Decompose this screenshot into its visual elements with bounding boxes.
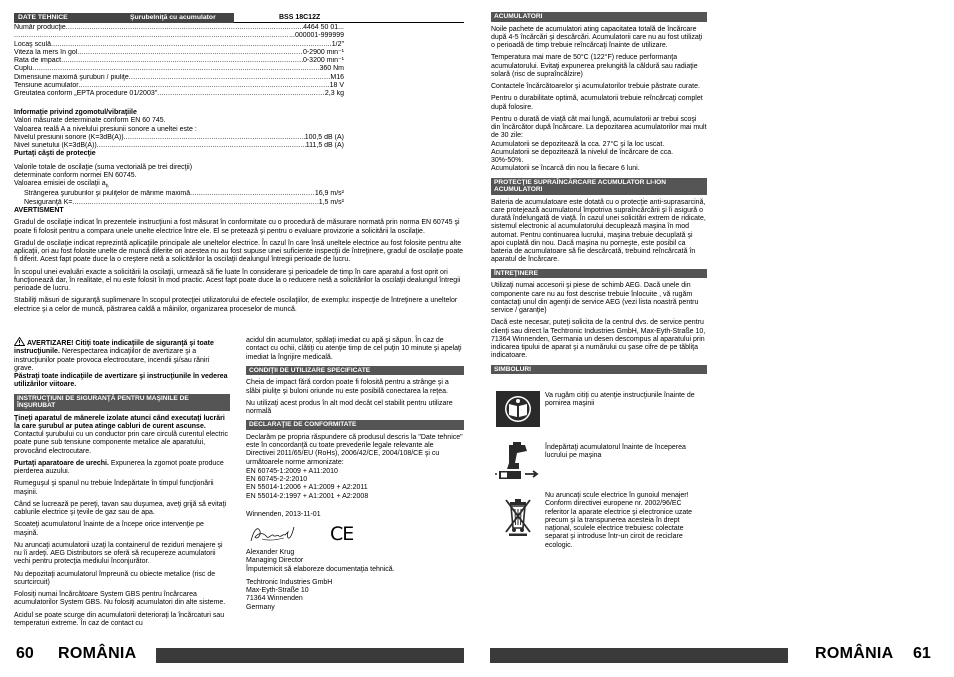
usage-para: Cheia de impact fără cordon poate fi folosită pentru a strânge şi a slăbi piuliţe şi buloni oriunde nu este posibilă conectarea la reţea. [246, 379, 449, 395]
warning-para: Stabiliţi măsuri de siguranţă suplimenare în scopul protecţiei utilizatorului de efectele oscilaţiilor, de exemplu: inspecţie de întreţinere a uneltelor electrice şi a celor de muncă, păstrarea caldă a mâinilor, organizarea proceselor de muncă. [14, 297, 458, 313]
noise-title: Informaţie privind zgomotul/vibraţiile [14, 109, 137, 116]
page-number: 60 [16, 645, 34, 662]
battery-para: Pentru o durabilitate optimă, acumulatorii trebuie reîncărcaţi complet după folosire. [491, 95, 703, 111]
vib-row: Strângerea şuruburilor şi piuliţelor de mărime maximă ..... 16,9 m/s² [14, 190, 344, 198]
safety-para: Folosiţi numai încărcătoare System GBS pentru încărcarea acumulatorilor System GBS. Nu folosiţi acumulatori din alte sisteme. [14, 591, 226, 607]
warning-title: AVERTISMENT [14, 207, 64, 214]
footer-bar [490, 648, 788, 663]
screwdriver-safety-header: INSTRUCŢIUNI DE SIGURANŢĂ PENTRU MAŞINILE DE ÎNŞURUBAT [14, 394, 230, 411]
tech-data-row: Tensiune acumulator ..... 18 V [14, 82, 344, 90]
right-page [477, 0, 954, 677]
tech-data-row: Cuplu ..... 360 Nm [14, 65, 344, 73]
right-column [491, 12, 707, 556]
signature-row [246, 521, 464, 549]
tech-data-model: BSS 18C12Z [279, 14, 321, 21]
signer-position: Managing Director [246, 557, 304, 565]
conformity-column [246, 337, 464, 612]
tech-data-table [14, 24, 344, 98]
general-warning: AVERTIZARE! Citiţi toate indicaţiile de siguranţă şi toate instrucţiunile. Nerespectarea indicaţiilor de avertizare şi a instrucţiunilor poate provoca electrocutare, incendii şi/sau răniri grave. Păstraţi toate indicaţiile de avertizare şi instrucţiunile în vederea utilizărilor viitoare. [14, 337, 230, 390]
norm-item: EN 60745-2-2:2010 [246, 476, 308, 484]
warning-para: Gradul de oscilaţie indicat în prezentele instrucţiuni a fost măsurat în conformitate cu o procedură de măsurare normată prin norma EN 60745 şi poate fi folosit pentru a compara unele unelte electrice între ele. El se pretează şi pentru o evaluare provizorie a solicitării la oscilaţie. [14, 219, 460, 235]
warning-para: Gradul de oscilaţie indicat reprezintă aplicaţiile principale ale uneltelor electrice. În cazul în care însă uneltele electrice au fost folosite pentru alte aplicaţii, ori au fost folosite unelte de muncă diferite ori acestea nu au fost supuse unei suficiente inspecţii de întreţinere, gradul de oscilaţie poate fi diferit. Acest fapt poate duce la o creştere netă a solicitărilor la oscilaţii dealungul întregii perioade de lucru. [14, 239, 464, 264]
vib-line: determinate conform normei EN 60745. [14, 171, 137, 179]
safety-para: Când se lucrează pe pereţi, tavan sau duşumea, aveţi grijă să evitaţi cablurile electrice şi ţevile de gaz sau de apa. [14, 500, 227, 517]
company-line: 71364 Winnenden [246, 595, 303, 603]
tech-data-row: ..... ...000001-999999 [14, 32, 344, 40]
symbol-text: Va rugăm citiţi cu atenţie instrucţiunile înainte de pornirea maşinii [545, 392, 695, 408]
safety-column [14, 337, 230, 632]
overload-protection-header: PROTECŢIE SUPRAÎNCĂRCARE ACUMULATOR LI-ION ACUMULATORI [491, 178, 707, 195]
warning-section [14, 207, 464, 318]
tech-data-row: Locaş sculă ..... 1/2" [14, 41, 344, 49]
maintenance-header: ÎNTREŢINERE [491, 269, 707, 279]
safety-para: Acidul se poate scurge din acumulatorii deterioraţi la încărcaturi sau temperaturi extreme. În caz de contact cu [14, 611, 225, 627]
tech-header-rule [234, 22, 464, 23]
country-label: ROMÂNIA [58, 645, 137, 662]
noise-line: Valori măsurate determinate conform EN 60 745. [14, 117, 166, 125]
battery-para: Temperatura mai mare de 50°C (122°F) reduce performanţa acumulatorului. Evitaţi expunerea prelungită la căldură sau radiaţie solară (risc de supraîncălzire) [491, 54, 698, 78]
usage-para: Nu utilizaţi acest produs în alt mod decât cel stabilit pentru utilizare normală [246, 399, 453, 416]
tech-doc-authority: Împuternicit să elaboreze documentaţia tehnică. [246, 565, 395, 573]
ce-mark: CE [330, 523, 354, 546]
overload-text: Bateria de acumulatoare este dotată cu o protecţie anti-suprasarcină, care protejează acumulatorul împotriva supraîncărcării şi îi asigură o durată îndelungată de viaţă. În cazul unei solicitări extrem de ridicate, sistemul electronic al acumulatorului decuplează maşina în mod automat. Pentru continuarea lucrului, maşina trebuie decuplată şi apoi cuplată din nou. Dacă maşina nu porneşte, este posibil ca bateria de acumulatoare să fie descărcată, trebuind reîncărcată în aparatul de încărcare. [491, 198, 706, 264]
tech-data-row: Rata de impact ..... 0-3200 min⁻¹ [14, 57, 344, 65]
norm-item: EN 55014-1:2006 + A1:2009 + A2:2011 [246, 484, 368, 492]
tech-data-header [14, 13, 234, 23]
symbol-row [491, 490, 707, 550]
maintenance-para: Utilizaţi numai accesorii şi piese de schimb AEG. Dacă unele din componente care nu au fost descrise trebuie înlocuite , vă rugăm contactaţi unul din agenţii de service AEG (vezi lista noastră pentru service / garanţie) [491, 282, 699, 315]
safety-para: Nu depozitaţi acumulatorul împreună cu obiecte metalice (risc de scurtcircuit) [14, 570, 216, 586]
signer-name: Alexander Krug [246, 549, 295, 557]
usage-conditions-header: CONDIŢII DE UTILIZARE SPECIFICATE [246, 366, 464, 376]
battery-para: Pentru o durată de viaţă cât mai lungă, acumulatorii ar trebui scoşi din încărcător după încărcare. La depozitarea acumulatorilor mai mult de 30 zile: Acumulatorii se depozitează la cca. 27°C şi la loc uscat. Acumulatorii se depozitează la nivelul de încărcare de cca. 30%-50%. Acumulatorii se încarcă din nou la fiecare 6 luni. [491, 115, 707, 173]
safety-para: Purtaţi aparatoare de urechi. Expunerea la zgomot poate produce pierderea auzului. [14, 459, 224, 476]
vib-row: Nesiguranţă K= ..... 1,5 m/s² [14, 199, 344, 207]
symbols-header: SIMBOLURI [491, 365, 707, 375]
place-date: Winnenden, 2013-11-01 [246, 510, 321, 518]
safety-para: Nu aruncaţi acumulatorii uzaţi la containerul de reziduri menajere şi nu îi ardeţi. AEG Distributors se oferă să recupereze acumulatorii vechi pentru protecţia mediului înconjurător. [14, 541, 223, 566]
warning-triangle-icon [14, 337, 25, 346]
battery-removal-icon [495, 441, 541, 481]
symbol-row [491, 438, 707, 484]
norm-item: EN 55014-2:1997 + A1:2001 + A2:2008 [246, 492, 369, 500]
battery-para: Contactele încărcătoarelor şi acumulatorilor trebuie păstrate curate. [491, 83, 700, 91]
tech-data-title: DATE TEHNICE [18, 14, 68, 21]
tech-data-row: Greutatea conform „EPTA procedure 01/2003" ..... 2,3 kg [14, 90, 344, 98]
company-line: Techtronic Industries GmbH [246, 578, 333, 586]
tech-data-product: Şurubelniţă cu acumulator [130, 14, 216, 21]
company-line: Germany [246, 603, 275, 611]
safety-para: Scoateţi acumulatorul înainte de a începe orice intervenţie pe maşină. [14, 521, 204, 537]
signature-image [248, 523, 298, 547]
symbol-row [491, 386, 707, 432]
weee-bin-icon [503, 496, 533, 536]
tech-data-row: Dimensiune maximă şuruburi / piuliţe ..... M16 [14, 74, 344, 82]
footer-bar [156, 648, 464, 663]
symbol-text: Îndepărtaţi acumulatorul înainte de începerea lucrului pe maşina [545, 444, 686, 460]
vib-line: Valorile totale de oscilaţie (suma vectorială pe trei direcţii) [14, 163, 193, 171]
symbol-text: Nu aruncaţi scule electrice în gunoiul menajer! Conform directivei europene nr. 2002/96/EC referitor la aparate electrice şi electronice uzate precum şi la transpunerea acesteia în drept naţional, sculele electrice trebuiesc colectate separat şi introduse într-un circit de reciclare ecologic. [545, 492, 693, 549]
manual-icon [496, 391, 540, 427]
battery-para: Noile pachete de acumulatori ating capacitatea totală de încărcare după 4-5 încărcări şi descărcări. Acumulatorii care nu au fost utilizaţi o perioadă de timp trebuie reîncărcaţi înainte de utilizare. [491, 25, 703, 50]
country-label: ROMÂNIA [815, 645, 894, 662]
declaration-header: DECLARAŢIE DE CONFORMITATE [246, 420, 464, 430]
tech-data-row: Viteza la mers în gol ..... 0-2900 min⁻¹ [14, 49, 344, 57]
maintenance-para: Dacă este necesar, puteţi solicita de la centrul dvs. de service pentru clienţi sau direct la Techtronic Industries GmbH, Max-Eyth-Straße 10, 71364 Winnenden, Germania un desen descompus al aparatului prin indicarea tipului de aparat şi a numărului cu şase cifre de pe tăbliţa indicatoare. [491, 319, 706, 360]
page-number: 61 [913, 645, 931, 662]
safety-para: Ţineţi aparatul de mânerele izolate atunci când executaţi lucrări la care şurubul ar putea atinge cabluri de curent ascunse. Contactul şurubului cu un conductor prin care circulă curentul electric poate pune sub tensiune componente metalice ale aparatului, provocând electrocutare. [14, 414, 228, 455]
warning-para: În scopul unei evaluări exacte a solicitării la oscilaţii, urmează să fie luate în considerare şi perioadele de timp în care aparatul a fost oprit ori funcţionează dar, în realitate, el nu este folosit în mod practic. Acest fapt poate duce la o reducere netă a solicitărilor la oscilaţii dealungul întregii perioade de lucru. [14, 268, 461, 292]
vib-line: Valoarea emisiei de oscilaţii $a_h$ [14, 180, 109, 190]
noise-row: Nivelul presiunii sonore (K=3dB(A)) ..... 100,5 dB (A) [14, 134, 344, 142]
batteries-header: ACUMULATORI [491, 12, 707, 22]
noise-vibration-section [14, 109, 344, 207]
tech-data-row: Număr producţie ..... 4464 50 01... [14, 24, 344, 32]
company-line: Max-Eyth-Straße 10 [246, 587, 309, 595]
noise-row: Nivel sunetului (K=3dB(A)) ..... 111,5 dB (A) [14, 142, 344, 150]
declaration-text: Declarăm pe propria răspundere că produsul descris la "Date tehnice" este în concordanţă cu toate prevederile legale relevante ale Directivei 2011/65/EU (RoHs), 2006/42/CE, 2004/108/CE şi cu următoarele norme armonizate: [246, 433, 463, 466]
noise-line: Valoarea reală A a nivelului presiunii sonore a uneltei este : [14, 125, 197, 133]
norm-item: EN 60745-1:2009 + A11:2010 [246, 467, 338, 475]
safety-para: Rumeguşul şi spanul nu trebuie îndepărtate în timpul funcţionării maşinii. [14, 480, 214, 496]
hearing-protection-note: Purtaţi căşti de protecţie [14, 150, 96, 158]
acid-continued: acidul din acumulator, spălaţi imediat cu apă şi săpun. În caz de contact cu ochii, clătiţi cu atenţie timp de cel puţin 10 minute şi apelaţi imediat la îngrijire medicală. [246, 337, 462, 361]
